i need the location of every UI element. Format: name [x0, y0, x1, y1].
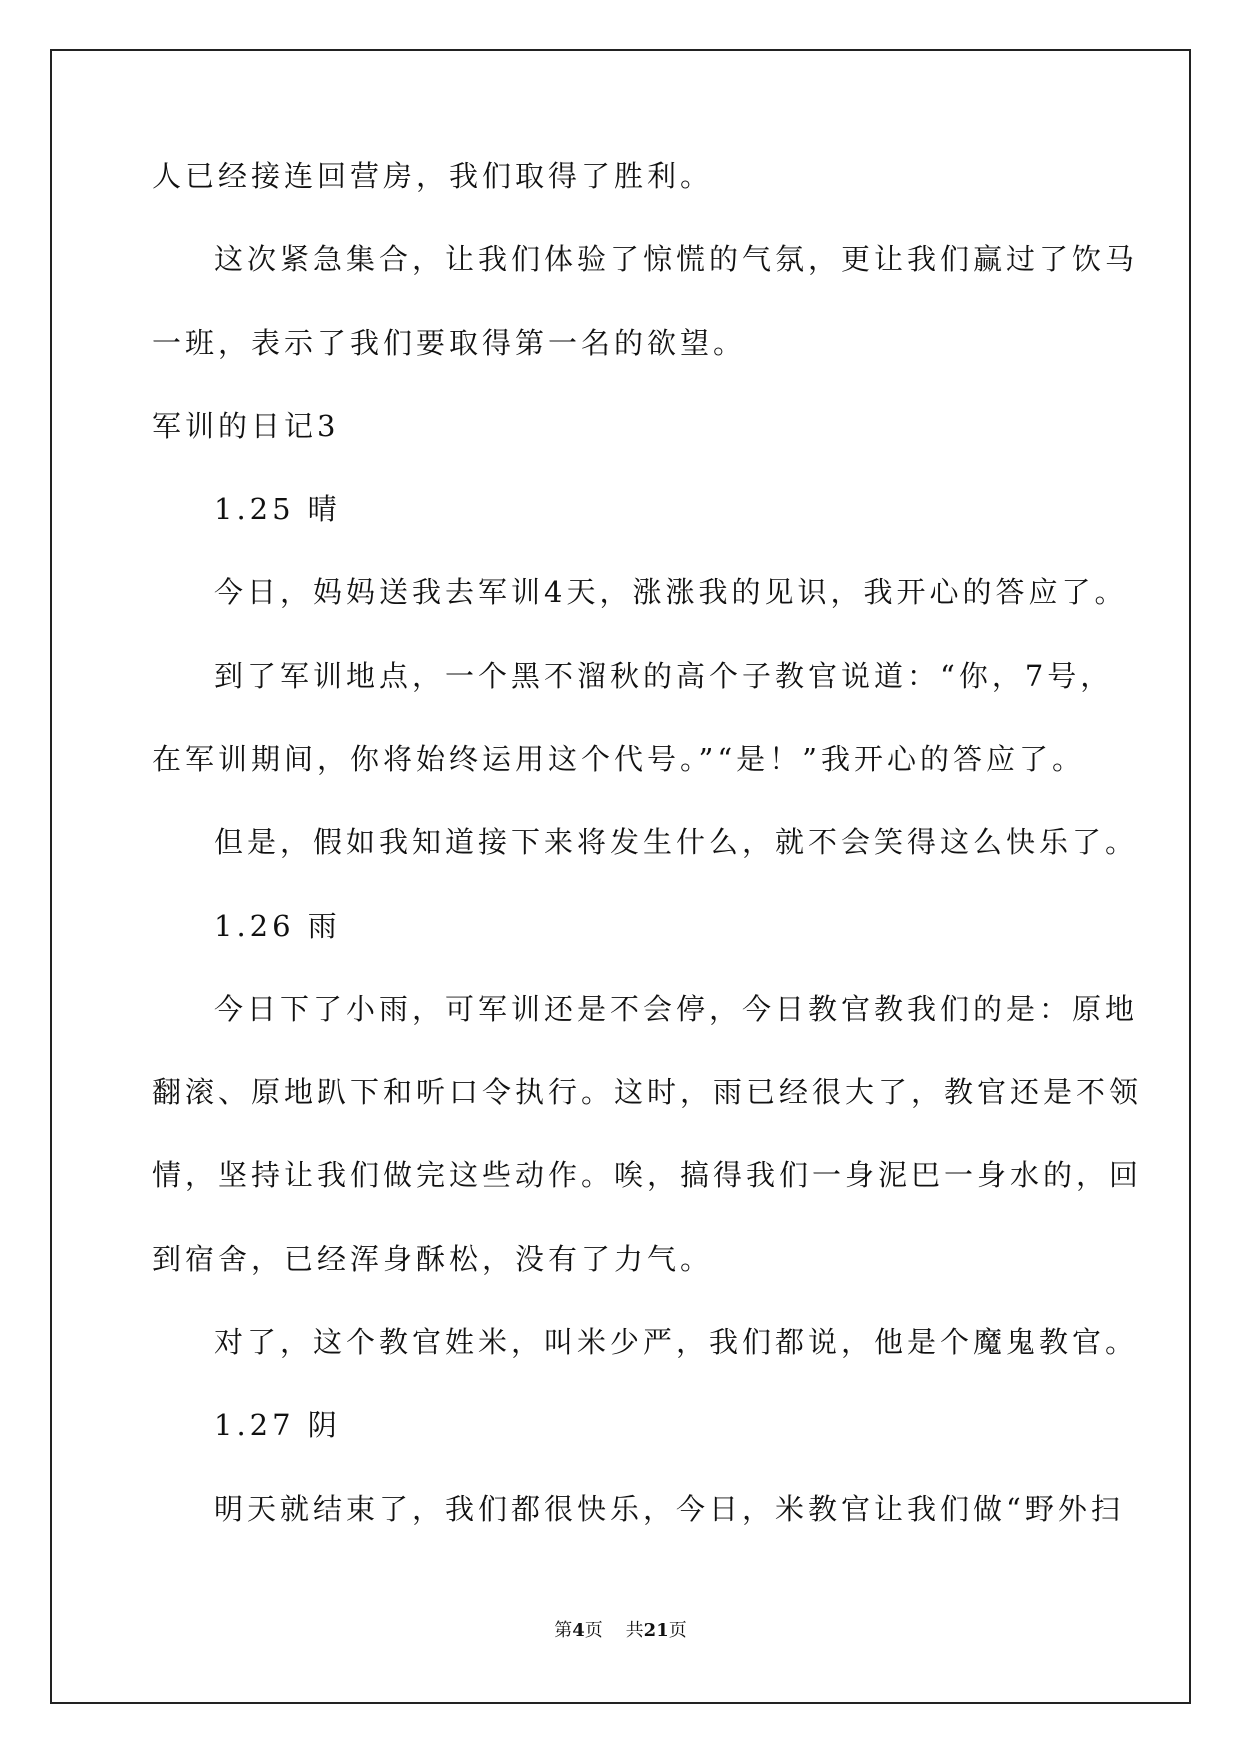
text-line: 到了军训地点，一个黑不溜秋的高个子教官说道：“你，7号， [214, 659, 1114, 693]
page-footer [0, 1622, 1241, 1640]
diary-date: 1.26 雨 [214, 909, 341, 943]
text-line: 这次紧急集合，让我们体验了惊慌的气氛，更让我们赢过了饮马 [214, 242, 1139, 276]
text-line: 人已经接连回营房，我们取得了胜利。 [152, 159, 714, 193]
text-line: 情，坚持让我们做完这些动作。唉，搞得我们一身泥巴一身水的，回 [152, 1158, 1143, 1192]
section-heading: 军训的日记3 [152, 409, 340, 443]
diary-date: 1.27 阴 [214, 1408, 341, 1442]
text-line: 但是，假如我知道接下来将发生什么，就不会笑得这么快乐了。 [214, 825, 1139, 859]
footer-page-suffix: 页 [584, 1620, 603, 1641]
text-line: 今日，妈妈送我去军训4天，涨涨我的见识，我开心的答应了。 [214, 575, 1128, 609]
page-border [50, 49, 1191, 1704]
total-page-count: 21 [643, 1620, 669, 1641]
text-line: 今日下了小雨，可军训还是不会停，今日教官教我们的是：原地 [214, 992, 1139, 1026]
footer-total-suffix: 页 [668, 1620, 687, 1641]
footer-total-prefix: 共 [625, 1620, 644, 1641]
diary-date: 1.25 晴 [214, 492, 341, 526]
text-line: 在军训期间，你将始终运用这个代号。”“是！”我开心的答应了。 [152, 742, 1085, 776]
footer-prefix: 第 [554, 1620, 573, 1641]
text-line: 明天就结束了，我们都很快乐，今日，米教官让我们做“野外扫 [214, 1492, 1124, 1526]
text-line: 对了，这个教官姓米，叫米少严，我们都说，他是个魔鬼教官。 [214, 1325, 1139, 1359]
current-page-number: 4 [572, 1620, 585, 1641]
text-line: 翻滚、原地趴下和听口令执行。这时，雨已经很大了，教官还是不领 [152, 1075, 1143, 1109]
text-line: 一班，表示了我们要取得第一名的欲望。 [152, 326, 747, 360]
text-line: 到宿舍，已经浑身酥松，没有了力气。 [152, 1242, 714, 1276]
